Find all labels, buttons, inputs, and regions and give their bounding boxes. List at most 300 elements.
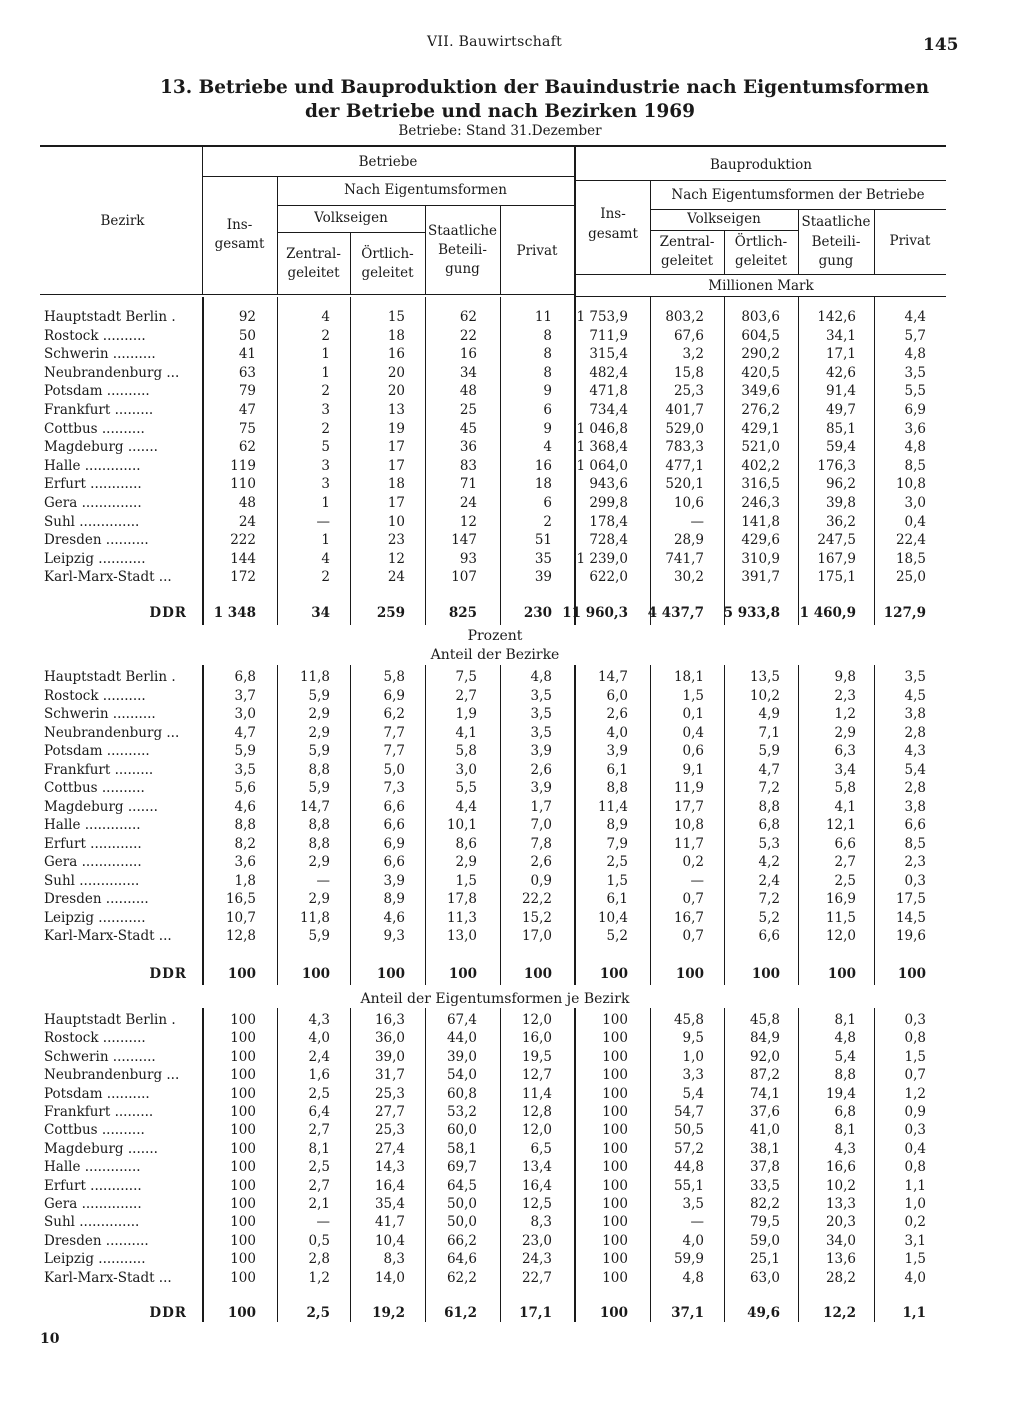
table-cell: 55,1 [673, 1178, 704, 1194]
table-cell: 12,0 [521, 1012, 552, 1028]
table-cell: 5,8 [455, 743, 477, 759]
table-cell: 50 [238, 328, 256, 344]
table-cell: 3,8 [904, 799, 926, 815]
table-cell: 7,7 [383, 725, 405, 741]
table-cell: 521,0 [741, 439, 780, 455]
table-cell: 50,5 [673, 1122, 704, 1138]
table-cell: 24,3 [521, 1251, 552, 1267]
table-cell: 16,0 [521, 1030, 552, 1046]
table-cell: 12,1 [825, 817, 856, 833]
table-cell: 100 [230, 1141, 256, 1157]
table-cell: — [690, 514, 704, 530]
table-cell: 5,5 [455, 780, 477, 796]
table-cell: 477,1 [665, 458, 704, 474]
table-cell: 16,5 [225, 891, 256, 907]
bezirk-name: Cottbus .......... [44, 1122, 145, 1138]
table-cell: 17 [387, 458, 405, 474]
table-cell: 59,4 [825, 439, 856, 455]
table-cell: 18,1 [673, 669, 704, 685]
col-header-bp-oertlich-1: Örtlich- [734, 234, 788, 250]
table-cell: 10,7 [225, 910, 256, 926]
table-cell: 8,8 [758, 799, 780, 815]
table-cell: 8,3 [383, 1251, 405, 1267]
table-cell: 401,7 [665, 402, 704, 418]
table-cell: 45,8 [749, 1012, 780, 1028]
bezirk-name: Rostock .......... [44, 1030, 146, 1046]
table-cell: 10,6 [673, 495, 704, 511]
table-cell: 2,9 [308, 706, 330, 722]
table-cell: 41,7 [374, 1214, 405, 1230]
table-cell: 6,8 [234, 669, 256, 685]
table-cell: 1,0 [682, 1049, 704, 1065]
table-cell: 2,6 [530, 854, 552, 870]
bezirk-name: Erfurt ............ [44, 1178, 142, 1194]
table-cell: 0,8 [904, 1030, 926, 1046]
table-cell: 63 [238, 365, 256, 381]
table-cell: 2,8 [308, 1251, 330, 1267]
table-cell: 1,2 [308, 1270, 330, 1286]
table-cell: 5,0 [383, 762, 405, 778]
table-cell: 230 [523, 605, 552, 621]
table-cell: 107 [451, 569, 477, 585]
bezirk-name: Schwerin .......... [44, 346, 156, 362]
table-cell: 110 [230, 476, 256, 492]
table-cell: 2,4 [308, 1049, 330, 1065]
table-cell: 728,4 [589, 532, 628, 548]
table-cell: 8,5 [904, 458, 926, 474]
table-row [0, 1141, 1024, 1160]
table-cell: 2 [321, 569, 330, 585]
table-cell: 25 [459, 402, 477, 418]
table-cell: 803,6 [741, 309, 780, 325]
table-cell: 27,7 [374, 1104, 405, 1120]
table-cell: 622,0 [589, 569, 628, 585]
bezirk-name: Rostock .......... [44, 688, 146, 704]
table-cell: 8,2 [234, 836, 256, 852]
table-cell: 290,2 [741, 346, 780, 362]
table-cell: 17 [387, 495, 405, 511]
table-cell: 4,7 [234, 725, 256, 741]
table-cell: 18 [387, 328, 405, 344]
table-cell: 7,2 [758, 780, 780, 796]
table-cell: 4,8 [834, 1030, 856, 1046]
col-header-nach-eigentumsformen-der-betriebe: Nach Eigentumsformen der Betriebe [671, 187, 925, 203]
table-cell: 4 [321, 551, 330, 567]
table-cell: 5,9 [308, 688, 330, 704]
table-cell: 429,6 [741, 532, 780, 548]
table-cell: 8,8 [308, 762, 330, 778]
table-cell: 16,6 [825, 1159, 856, 1175]
table-cell: 33,5 [749, 1178, 780, 1194]
table-cell: 39,0 [446, 1049, 477, 1065]
table-cell: 11 [534, 309, 552, 325]
table-cell: 50,0 [446, 1196, 477, 1212]
table-cell: 100 [230, 1049, 256, 1065]
table-cell: 28,2 [825, 1270, 856, 1286]
col-header-bp-oertlich-2: geleitet [734, 253, 788, 269]
total-row [0, 966, 1024, 985]
table-cell: 0,3 [904, 873, 926, 889]
table-cell: 8,1 [308, 1141, 330, 1157]
table-row [0, 706, 1024, 725]
table-cell: 2,4 [758, 873, 780, 889]
col-header-bp-staatlich-2: Beteili- [811, 234, 861, 250]
table-cell: 1 460,9 [799, 605, 856, 621]
table-cell: 316,5 [741, 476, 780, 492]
table-cell: 141,8 [741, 514, 780, 530]
bezirk-name: Dresden .......... [44, 1233, 149, 1249]
table-cell: 4,0 [606, 725, 628, 741]
table-cell: 53,2 [446, 1104, 477, 1120]
table-row [0, 1159, 1024, 1178]
table-cell: 11,3 [446, 910, 477, 926]
table-cell: 25,3 [374, 1122, 405, 1138]
table-cell: 299,8 [589, 495, 628, 511]
table-cell: 100 [230, 1178, 256, 1194]
table-cell: 5,4 [834, 1049, 856, 1065]
table-cell: 0,7 [682, 928, 704, 944]
table-cell: 2,9 [834, 725, 856, 741]
table-cell: 2,8 [904, 780, 926, 796]
table-cell: 79 [238, 383, 256, 399]
table-cell: 100 [602, 1104, 628, 1120]
table-cell: 3,1 [904, 1233, 926, 1249]
table-cell: 92,0 [749, 1049, 780, 1065]
table-cell: 2,1 [308, 1196, 330, 1212]
table-cell: 7,0 [530, 817, 552, 833]
table-cell: 62 [238, 439, 256, 455]
table-cell: 23,0 [521, 1233, 552, 1249]
bezirk-name: Hauptstadt Berlin . [44, 1012, 176, 1028]
col-header-privat: Privat [516, 243, 558, 259]
table-cell: 0,2 [682, 854, 704, 870]
table-cell: 3 [321, 402, 330, 418]
table-cell: 3,2 [682, 346, 704, 362]
table-cell: 6,9 [383, 688, 405, 704]
table-cell: 38,1 [749, 1141, 780, 1157]
table-cell: 100 [230, 1214, 256, 1230]
table-cell: 6,6 [383, 854, 405, 870]
table-cell: 4,4 [904, 309, 926, 325]
table-cell: 79,5 [749, 1214, 780, 1230]
table-cell: 4 [321, 309, 330, 325]
table-cell: 12,0 [825, 928, 856, 944]
running-head: VII. Bauwirtschaft [427, 34, 563, 50]
table-cell: 3,5 [904, 365, 926, 381]
table-row [0, 725, 1024, 744]
table-cell: 247,5 [817, 532, 856, 548]
table-cell: 93 [459, 551, 477, 567]
table-cell: 1,5 [904, 1049, 926, 1065]
table-cell: 51 [534, 532, 552, 548]
table-cell: 4,1 [455, 725, 477, 741]
table-cell: 3,0 [455, 762, 477, 778]
table-cell: 127,9 [883, 605, 926, 621]
table-cell: 19,5 [521, 1049, 552, 1065]
col-header-oertlich-1: Örtlich- [361, 246, 414, 262]
table-cell: 222 [230, 532, 256, 548]
table-cell: 11,5 [825, 910, 856, 926]
table-cell: 12,8 [225, 928, 256, 944]
table-cell: 100 [301, 966, 330, 982]
table-cell: 44,0 [446, 1030, 477, 1046]
table-cell: 14,5 [895, 910, 926, 926]
table-cell: 8 [543, 328, 552, 344]
table-cell: 5,5 [904, 383, 926, 399]
table-cell: — [316, 873, 330, 889]
table-cell: 4,5 [904, 688, 926, 704]
table-row [0, 1122, 1024, 1141]
table-cell: 4,3 [308, 1012, 330, 1028]
table-cell: 175,1 [817, 569, 856, 585]
table-cell: 8,8 [234, 817, 256, 833]
table-cell: 54,7 [673, 1104, 704, 1120]
col-header-staatlich-1: Staatliche [427, 223, 498, 239]
table-row [0, 688, 1024, 707]
table-cell: 45,8 [673, 1012, 704, 1028]
bezirk-name: Dresden .......... [44, 891, 149, 907]
table-cell: 3,9 [530, 780, 552, 796]
table-cell: 100 [602, 1196, 628, 1212]
table-cell: 0,9 [904, 1104, 926, 1120]
table-row [0, 365, 1024, 384]
section-label-prozent: Prozent [467, 628, 523, 644]
table-cell: 142,6 [817, 309, 856, 325]
table-cell: 1,2 [904, 1086, 926, 1102]
table-cell: 47 [238, 402, 256, 418]
page-number: 145 [923, 35, 959, 55]
table-cell: 119 [230, 458, 256, 474]
table-cell: 1,6 [308, 1067, 330, 1083]
table-row [0, 1196, 1024, 1215]
table-cell: 22,7 [521, 1270, 552, 1286]
col-header-bp-insgesamt-1: Ins- [600, 206, 626, 222]
table-cell: 100 [230, 1067, 256, 1083]
table-row [0, 1251, 1024, 1270]
table-cell: 22 [459, 328, 477, 344]
table-row [0, 1086, 1024, 1105]
bezirk-name: Halle ............. [44, 458, 141, 474]
table-cell: 4,7 [758, 762, 780, 778]
table-cell: 420,5 [741, 365, 780, 381]
total-label: DDR [149, 1305, 187, 1321]
col-header-bp-staatlich-3: gung [818, 253, 854, 269]
col-header-staatlich-2: Beteili- [438, 242, 487, 258]
table-cell: — [316, 514, 330, 530]
table-cell: 0,7 [682, 891, 704, 907]
table-cell: 147 [451, 532, 477, 548]
table-cell: 100 [230, 1012, 256, 1028]
table-cell: 25,1 [749, 1251, 780, 1267]
table-cell: 1 368,4 [576, 439, 628, 455]
col-header-zentral-2: geleitet [287, 265, 340, 281]
table-cell: 5,6 [234, 780, 256, 796]
table-cell: 37,8 [749, 1159, 780, 1175]
bezirk-name: Hauptstadt Berlin . [44, 669, 176, 685]
bezirk-name: Schwerin .......... [44, 706, 156, 722]
table-cell: 100 [602, 1141, 628, 1157]
table-cell: 1 064,0 [576, 458, 628, 474]
table-cell: 17,8 [446, 891, 477, 907]
table-cell: 35,4 [374, 1196, 405, 1212]
table-cell: 1,9 [455, 706, 477, 722]
bauproduktion-rule [574, 180, 946, 181]
table-cell: 6,8 [758, 817, 780, 833]
table-cell: 57,2 [673, 1141, 704, 1157]
table-cell: 172 [230, 569, 256, 585]
table-cell: 1,2 [834, 706, 856, 722]
bezirk-name: Erfurt ............ [44, 476, 142, 492]
table-cell: — [316, 1214, 330, 1230]
table-cell: 17,1 [825, 346, 856, 362]
table-cell: 66,2 [446, 1233, 477, 1249]
table-cell: 19,2 [372, 1305, 405, 1321]
table-cell: 1 [321, 495, 330, 511]
table-cell: 2,5 [606, 854, 628, 870]
table-cell: 7,8 [530, 836, 552, 852]
table-row [0, 402, 1024, 421]
table-cell: 25,3 [673, 383, 704, 399]
table-cell: 10,4 [374, 1233, 405, 1249]
section-label-anteil-eigentumsformen: Anteil der Eigentumsformen je Bezirk [360, 991, 630, 1007]
table-row [0, 1233, 1024, 1252]
table-cell: 12 [387, 551, 405, 567]
col-header-bp-insgesamt-2: gesamt [588, 226, 638, 242]
col-header-oertlich-2: geleitet [361, 265, 414, 281]
table-cell: 2,5 [834, 873, 856, 889]
table-cell: 61,2 [444, 1305, 477, 1321]
table-cell: 2,7 [308, 1122, 330, 1138]
bezirk-name: Frankfurt ......... [44, 402, 154, 418]
col-header-bp-volkseigen: Volkseigen [687, 211, 761, 227]
table-cell: 50,0 [446, 1214, 477, 1230]
col-header-insgesamt-2: gesamt [214, 236, 265, 252]
table-cell: 36,2 [825, 514, 856, 530]
table-cell: 7,1 [758, 725, 780, 741]
table-cell: 17,1 [519, 1305, 552, 1321]
table-cell: 6,0 [606, 688, 628, 704]
table-cell: 144 [230, 551, 256, 567]
table-cell: 8,3 [530, 1214, 552, 1230]
table-cell: 100 [448, 966, 477, 982]
table-cell: 100 [599, 966, 628, 982]
bezirk-name: Neubrandenburg ... [44, 1067, 180, 1083]
col-header-bp-staatlich-1: Staatliche [801, 214, 871, 230]
table-row [0, 439, 1024, 458]
bezirk-name: Leipzig ........... [44, 1251, 146, 1267]
table-row [0, 551, 1024, 570]
bezirk-name: Schwerin .......... [44, 1049, 156, 1065]
table-cell: 16,4 [374, 1178, 405, 1194]
table-cell: 2,6 [530, 762, 552, 778]
table-cell: 6,6 [758, 928, 780, 944]
table-cell: 16,7 [673, 910, 704, 926]
table-cell: 6,3 [834, 743, 856, 759]
table-row [0, 309, 1024, 328]
table-cell: 4,0 [682, 1233, 704, 1249]
table-cell: 8,6 [455, 836, 477, 852]
table-cell: 3,3 [682, 1067, 704, 1083]
table-row [0, 383, 1024, 402]
table-cell: 3,9 [383, 873, 405, 889]
table-cell: 8,9 [383, 891, 405, 907]
table-cell: 4,9 [758, 706, 780, 722]
table-cell: 13,4 [521, 1159, 552, 1175]
col-header-zentral-1: Zentral- [286, 246, 341, 262]
table-cell: 3,5 [904, 669, 926, 685]
table-cell: 30,2 [673, 569, 704, 585]
table-cell: 12,5 [521, 1196, 552, 1212]
bezirk-name: Halle ............. [44, 1159, 141, 1175]
table-cell: 2,6 [606, 706, 628, 722]
table-cell: 3,5 [234, 762, 256, 778]
table-cell: 3,0 [234, 706, 256, 722]
table-cell: 11,4 [521, 1086, 552, 1102]
table-cell: 1 046,8 [576, 421, 628, 437]
table-cell: 3,5 [530, 706, 552, 722]
table-cell: 17 [387, 439, 405, 455]
table-cell: 11,8 [299, 910, 330, 926]
table-cell: 4,6 [234, 799, 256, 815]
table-row [0, 817, 1024, 836]
bezirk-name: Cottbus .......... [44, 780, 145, 796]
bezirk-name: Leipzig ........... [44, 551, 146, 567]
table-cell: 178,4 [589, 514, 628, 530]
table-cell: 7,7 [383, 743, 405, 759]
table-cell: 67,4 [446, 1012, 477, 1028]
table-row [0, 569, 1024, 588]
table-row [0, 1067, 1024, 1086]
table-cell: 2,7 [834, 854, 856, 870]
bezirk-name: Leipzig ........... [44, 910, 146, 926]
table-cell: 100 [230, 1122, 256, 1138]
table-cell: 259 [376, 605, 405, 621]
bezirk-name: Rostock .......... [44, 328, 146, 344]
table-cell: 13,3 [825, 1196, 856, 1212]
table-cell: 402,2 [741, 458, 780, 474]
table-cell: 12 [459, 514, 477, 530]
table-cell: 1,5 [455, 873, 477, 889]
table-cell: 42,6 [825, 365, 856, 381]
table-cell: 9 [543, 383, 552, 399]
table-cell: 5,4 [904, 762, 926, 778]
table-cell: 1 [321, 346, 330, 362]
table-cell: 4,3 [834, 1141, 856, 1157]
bezirk-name: Potsdam .......... [44, 383, 150, 399]
table-cell: 92 [238, 309, 256, 325]
table-cell: 8,8 [834, 1067, 856, 1083]
table-cell: 12,8 [521, 1104, 552, 1120]
table-cell: 2,5 [308, 1159, 330, 1175]
table-cell: 18 [387, 476, 405, 492]
table-cell: 100 [599, 1305, 628, 1321]
table-row [0, 514, 1024, 533]
table-cell: 3 [321, 458, 330, 474]
table-cell: 48 [238, 495, 256, 511]
table-cell: 2,7 [308, 1178, 330, 1194]
table-cell: 62 [459, 309, 477, 325]
table-cell: 10,8 [895, 476, 926, 492]
table-cell: 14,7 [597, 669, 628, 685]
table-cell: 2,5 [308, 1086, 330, 1102]
table-cell: 391,7 [741, 569, 780, 585]
table-cell: 6 [543, 402, 552, 418]
table-cell: 7,2 [758, 891, 780, 907]
table-cell: 100 [230, 1196, 256, 1212]
table-cell: 9,3 [383, 928, 405, 944]
table-cell: 96,2 [825, 476, 856, 492]
table-cell: 20,3 [825, 1214, 856, 1230]
